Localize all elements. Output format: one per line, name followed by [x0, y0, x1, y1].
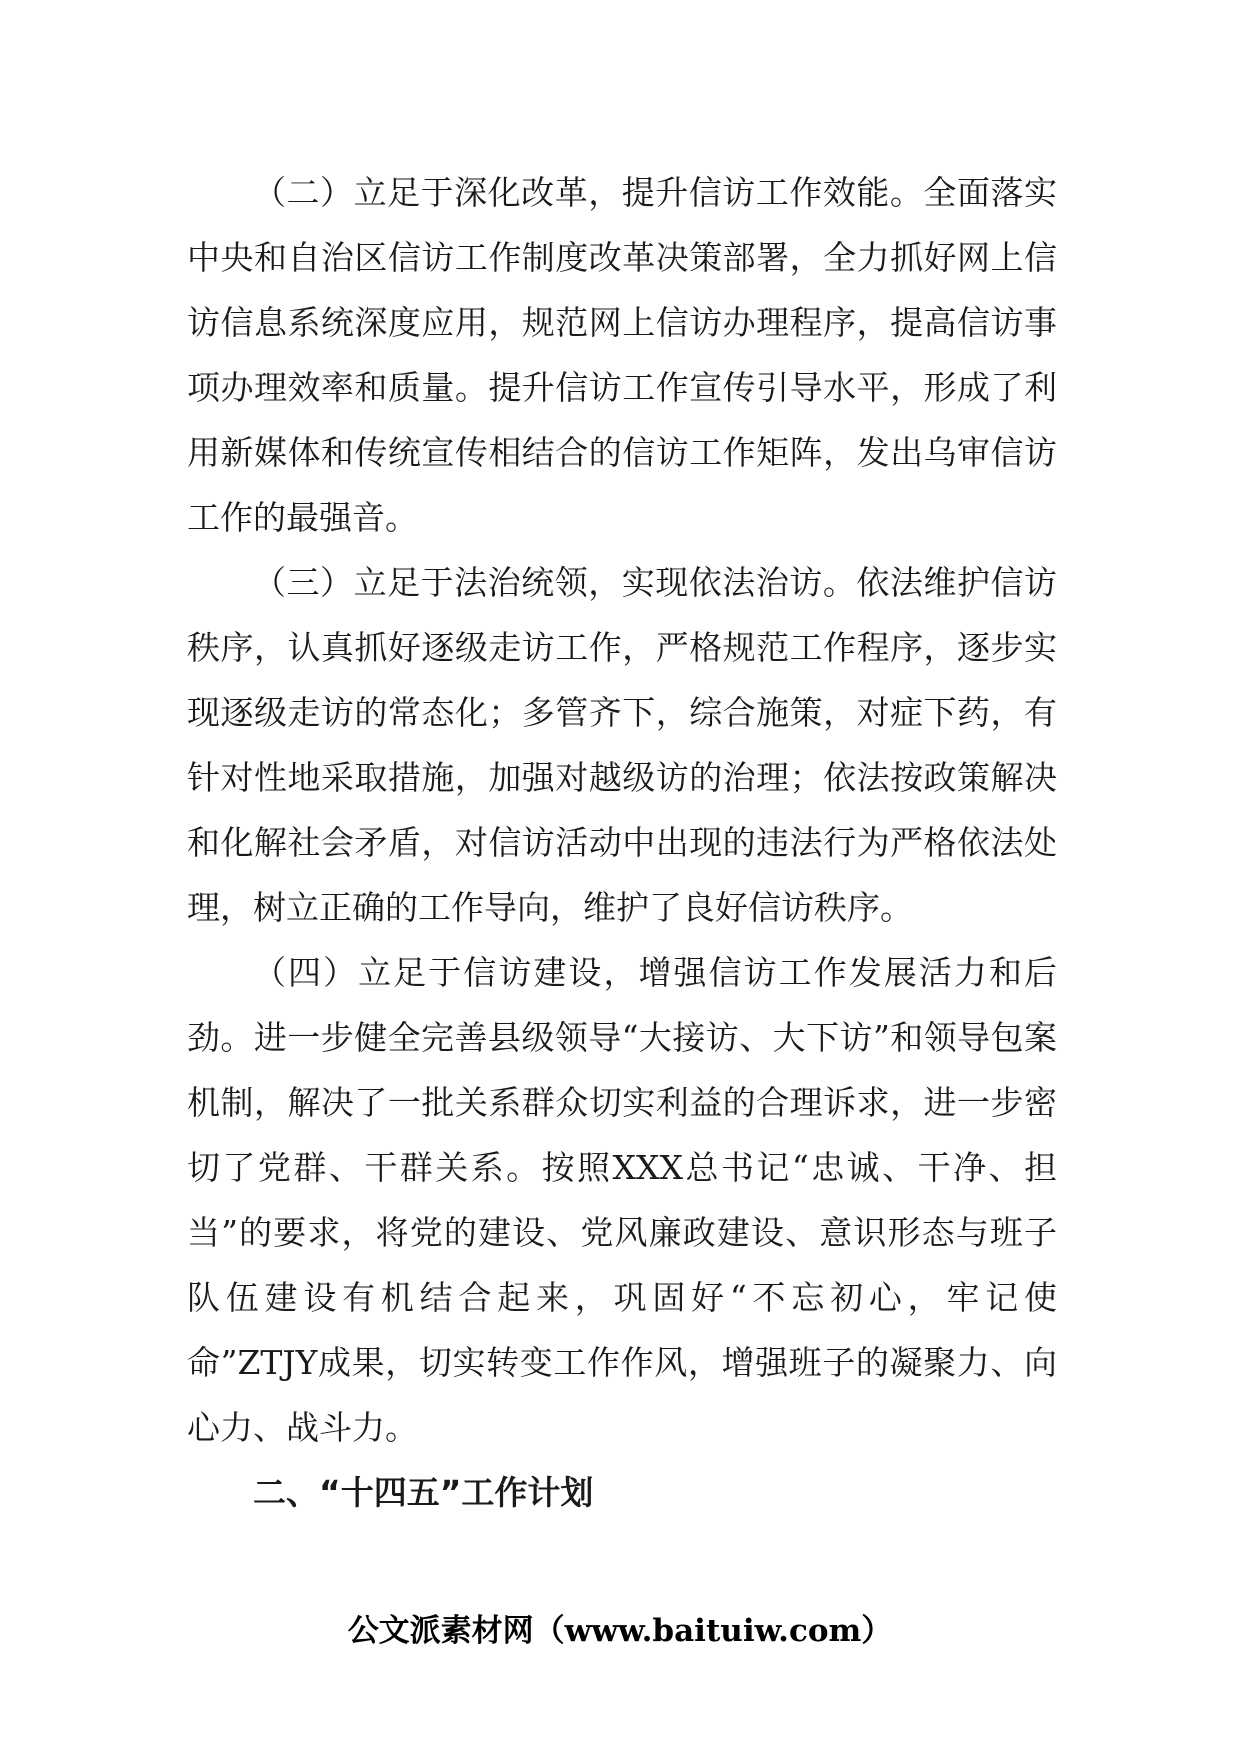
paragraph-construction: （四）立足于信访建设，增强信访工作发展活力和后劲。进一步健全完善县级领导“大接访、大下访”和领导包案机制，解决了一批关系群众切实利益的合理诉求，进一步密切了党群、干群关系。按照XXX总书记“忠诚、干净、担当”的要求，将党的建设、党风廉政建设、意识形态与班子队伍建设有机结合起来，巩固好“不忘初心，牢记使命”ZTJY成果，切实转变工作作风，增强班子的凝聚力、向心力、战斗力。: [187, 953, 1057, 1447]
footer-source-watermark: 公文派素材网（www.baituiw.com）: [347, 1613, 893, 1649]
document-body: [187, 160, 1057, 1525]
paragraph-reform: （二）立足于深化改革，提升信访工作效能。全面落实中央和自治区信访工作制度改革决策部署，全力抓好网上信访信息系统深度应用，规范网上信访办理程序，提高信访事项办理效率和质量。提升信访工作宣传引导水平，形成了利用新媒体和传统宣传相结合的信访工作矩阵，发出乌审信访工作的最强音。: [187, 173, 1057, 537]
paragraph-rule-of-law: （三）立足于法治统领，实现依法治访。依法维护信访秩序，认真抓好逐级走访工作，严格规范工作程序，逐步实现逐级走访的常态化；多管齐下，综合施策，对症下药，有针对性地采取措施，加强对越级访的治理；依法按政策解决和化解社会矛盾，对信访活动中出现的违法行为严格依法处理，树立正确的工作导向，维护了良好信访秩序。: [187, 563, 1057, 927]
section-heading: 二、“十四五”工作计划: [253, 1473, 594, 1512]
